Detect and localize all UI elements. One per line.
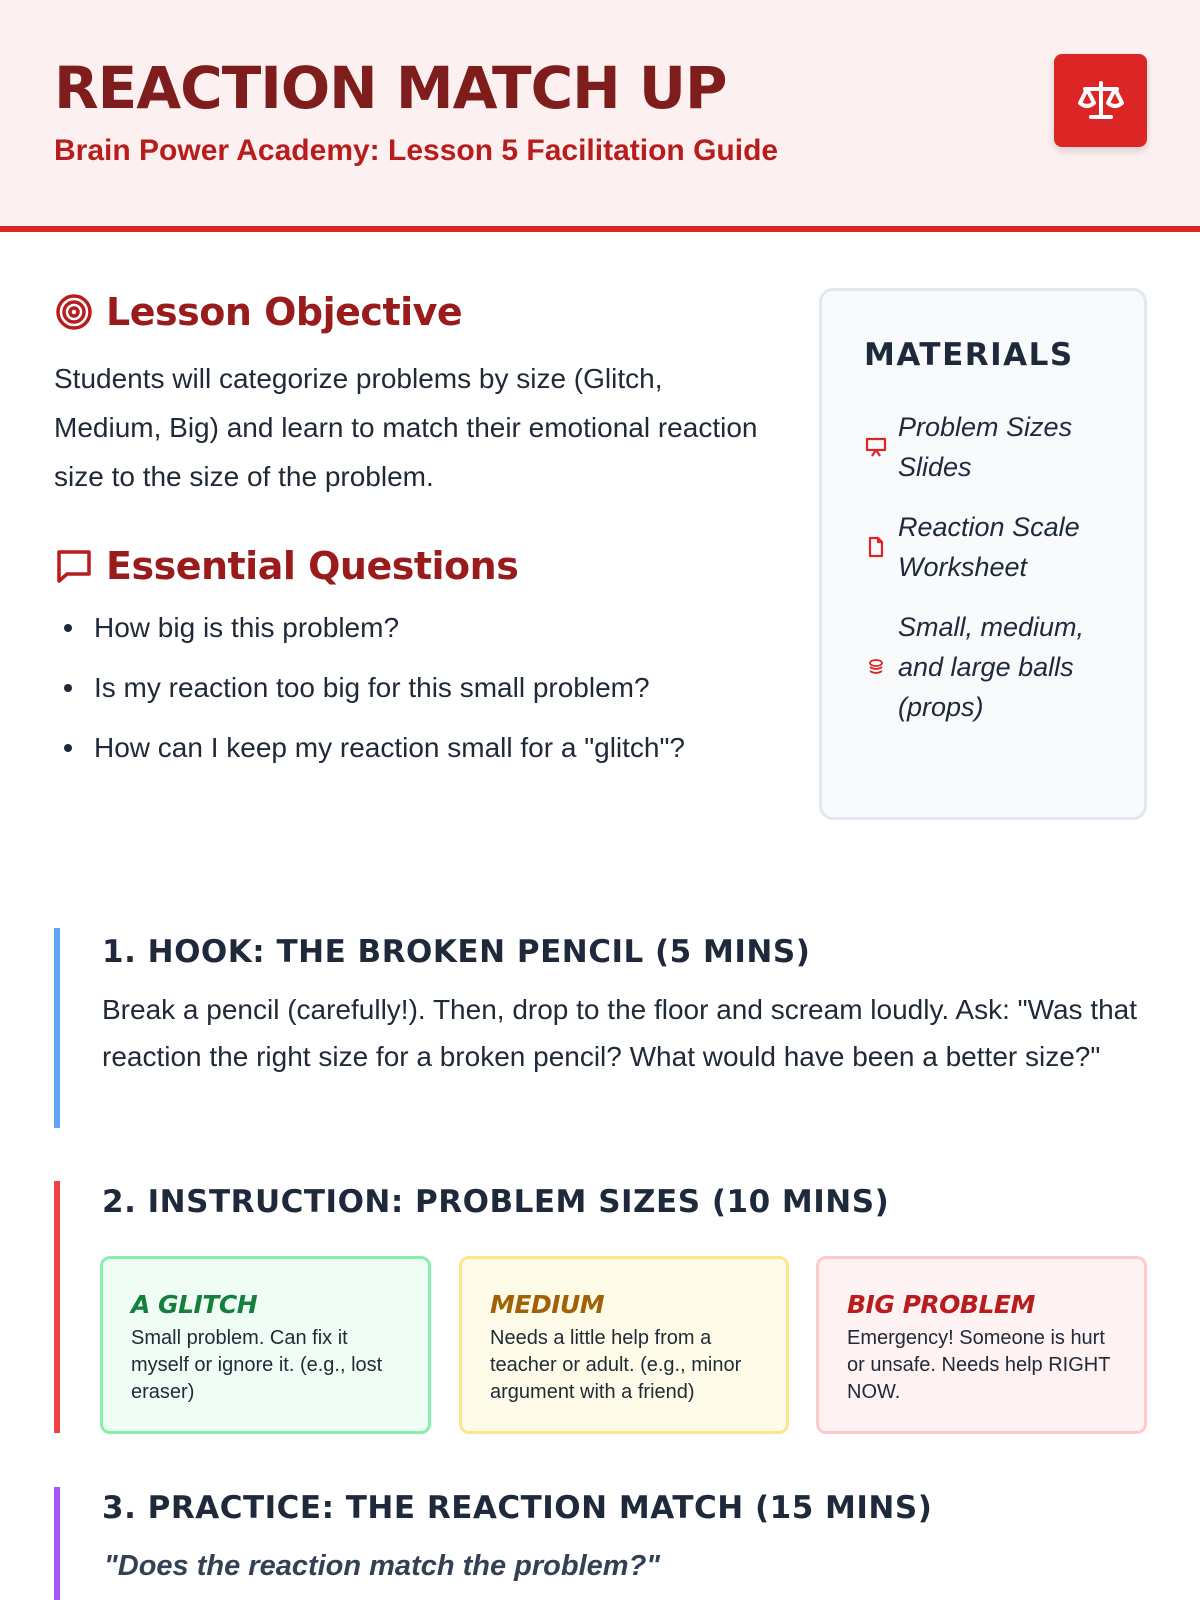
scale-icon [1054,54,1147,147]
objective-heading: Lesson Objective [106,290,463,334]
presentation-icon [864,436,888,458]
card-title: MEDIUM [490,1290,605,1319]
materials-heading: MATERIALS [864,337,1074,373]
material-item [864,507,1108,587]
document-icon [864,536,888,558]
glitch-card [100,1256,431,1434]
section-text: Break a pencil (carefully!). Then, drop to the floor and scream loudly. Ask: "Was that reaction the right size for a broken pencil? What would have been a better size?" [102,994,1138,1072]
list-item: How big is this problem? [54,604,774,651]
essential-questions-list [54,604,774,784]
objective-text: Students will categorize problems by size (Glitch, Medium, Big) and learn to match their emotional reaction size to the size of the problem. [54,363,758,492]
medium-card [459,1256,789,1434]
card-text: Small problem. Can fix it myself or ignore it. (e.g., lost eraser) [131,1327,383,1403]
list-item: Is my reaction too big for this small problem? [54,664,774,711]
materials-panel [819,288,1147,820]
hook-section [54,928,1138,1128]
section-heading: 1. HOOK: THE BROKEN PENCIL (5 MINS) [102,934,811,970]
card-title: BIG PROBLEM [847,1290,1035,1319]
list-item: How can I keep my reaction small for a "glitch"? [54,724,774,771]
objective-heading-row [54,290,462,334]
card-text: Needs a little help from a teacher or adult. (e.g., minor argument with a friend) [490,1327,742,1403]
questions-heading: Essential Questions [106,544,519,588]
layers-icon [864,658,888,676]
page-title: REACTION MATCH UP [54,54,727,122]
target-icon [54,292,94,332]
card-title: A GLITCH [131,1290,258,1319]
speech-bubble-icon [54,546,94,586]
section-heading: 3. PRACTICE: THE REACTION MATCH (15 MINS) [102,1490,933,1526]
material-item [864,407,1098,487]
material-label: Reaction Scale Worksheet [898,512,1080,582]
page-header [0,0,1200,232]
material-label: Small, medium, and large balls (props) [898,612,1085,722]
practice-quote: "Does the reaction match the problem?" [104,1550,661,1582]
card-text: Emergency! Someone is hurt or unsafe. Needs help RIGHT NOW. [847,1327,1111,1403]
material-label: Problem Sizes Slides [898,412,1073,482]
big-problem-card [816,1256,1147,1434]
material-item [864,607,1108,727]
questions-heading-row [54,544,518,588]
page-subtitle: Brain Power Academy: Lesson 5 Facilitation Guide [54,134,779,167]
section-heading: 2. INSTRUCTION: PROBLEM SIZES (10 MINS) [102,1184,890,1220]
